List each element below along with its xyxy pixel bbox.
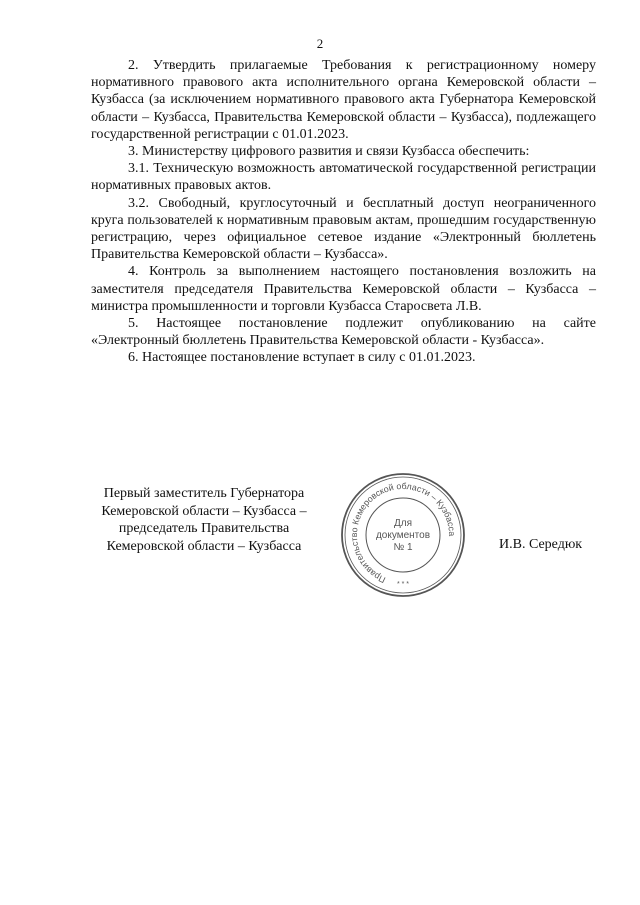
paragraph-3-2: 3.2. Свободный, круглосуточный и бесплатный доступ неограниченного круга пользователей к нормативным правовым актам, прошедшим государственную регистрацию, через официальное сетевое издание «Электронный бюллетень Правительства Кемеровской области – Кузбасса». xyxy=(91,195,596,263)
signer-name: И.В. Середюк xyxy=(499,537,583,552)
seal-center-line: документов xyxy=(375,530,431,541)
official-seal xyxy=(339,471,467,599)
paragraph-4: 4. Контроль за выполнением настоящего постановления возложить на заместителя председателя Правительства Кемеровской области – Кузбасса – министра промышленности и торговли Кузбасса Старосвета Л.В. xyxy=(91,264,596,314)
signatory-position xyxy=(84,485,324,555)
position-line: Первый заместитель Губернатора xyxy=(103,486,305,501)
position-line: Кемеровской области – Кузбасса xyxy=(106,538,302,554)
seal-center-line: Для xyxy=(393,518,413,529)
paragraph-2: 2. Утвердить прилагаемые Требования к регистрационному номеру нормативного правового акта исполнительного органа Кемеровской области – Кузбасса (за исключением нормативного правового акта Губернатора Кемеровской области – Кузбасса, Правительства Кемеровской области – Кузбасса), подлежащего государственной регистрации с 01.01.2023. xyxy=(91,58,596,142)
position-line: Кемеровской области – Кузбасса – xyxy=(101,503,307,519)
paragraph-3: 3. Министерству цифрового развития и связи Кузбасса обеспечить: xyxy=(128,144,530,160)
paragraph-3-1: 3.1. Техническую возможность автоматической государственной регистрации нормативных правовых актов. xyxy=(91,161,596,194)
seal-center-line: № 1 xyxy=(393,542,413,553)
seal-stars: * * * xyxy=(396,581,410,588)
document-body xyxy=(91,57,596,367)
paragraph-5: 5. Настоящее постановление подлежит опубликованию на сайте «Электронный бюллетень Правительства Кемеровской области - Кузбасса». xyxy=(91,316,596,349)
page-number: 2 xyxy=(316,36,324,51)
paragraph-6: 6. Настоящее постановление вступает в силу с 01.01.2023. xyxy=(128,350,476,366)
seal-ring-text: Правительство Кемеровской области – Кузбасса xyxy=(349,480,458,586)
position-line: председатель Правительства xyxy=(118,521,290,536)
